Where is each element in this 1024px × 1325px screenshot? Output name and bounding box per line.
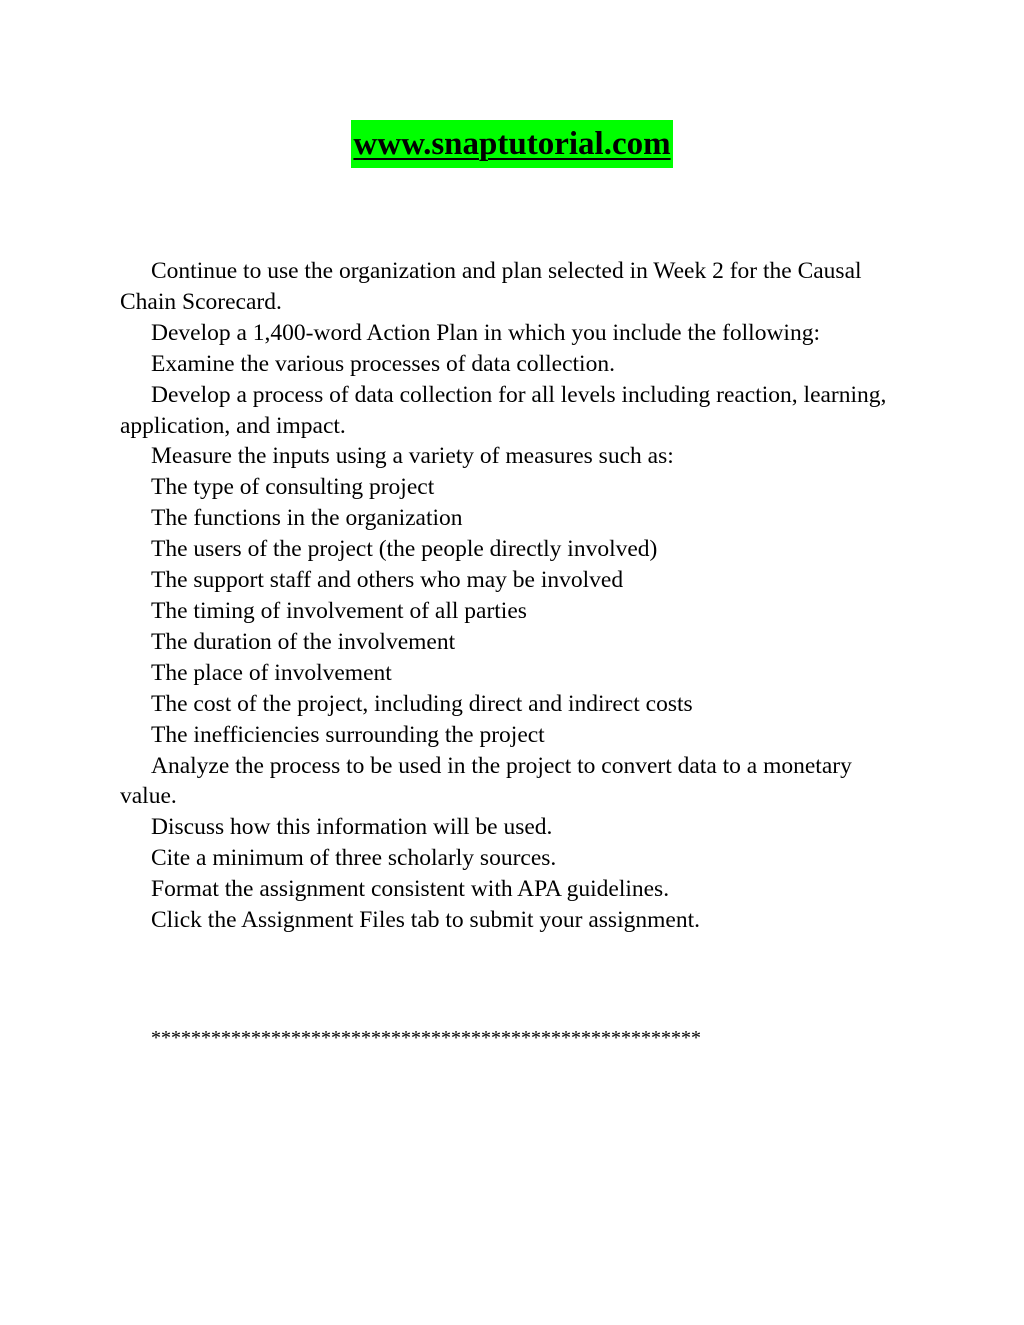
paragraph-cite-sources: Cite a minimum of three scholarly sources. xyxy=(151,845,557,872)
site-link-container xyxy=(0,120,1024,168)
list-item-inefficiencies: The inefficiencies surrounding the project xyxy=(151,721,545,748)
paragraph-click-assignment-files: Click the Assignment Files tab to submit your assignment. xyxy=(151,907,700,934)
site-link[interactable]: www.snaptutorial.com xyxy=(351,120,672,168)
list-item-support-staff: The support staff and others who may be involved xyxy=(151,567,624,594)
paragraph-examine-processes: Examine the various processes of data collection. xyxy=(151,350,615,377)
list-item-place: The place of involvement xyxy=(151,659,392,686)
paragraph-develop-action-plan: Develop a 1,400-word Action Plan in which you include the following: xyxy=(151,319,820,346)
paragraph-discuss-usage: Discuss how this information will be used. xyxy=(151,814,553,841)
paragraph-analyze-process: Analyze the process to be used in the project to convert data to a monetary value. xyxy=(120,752,852,810)
paragraph-measure-inputs: Measure the inputs using a variety of measures such as: xyxy=(151,443,674,470)
list-item-cost: The cost of the project, including direct and indirect costs xyxy=(151,690,693,717)
separator-stars: ******************************************************* xyxy=(151,1027,701,1049)
list-item-project-type: The type of consulting project xyxy=(151,474,435,501)
list-item-functions: The functions in the organization xyxy=(151,505,463,532)
paragraph-develop-data-process: Develop a process of data collection for all levels including reaction, learning, application, and impact. xyxy=(120,381,887,439)
paragraph-format-apa: Format the assignment consistent with APA guidelines. xyxy=(151,876,670,903)
paragraph-continue-organization: Continue to use the organization and plan selected in Week 2 for the Causal Chain Scorecard. xyxy=(120,258,862,315)
list-item-duration: The duration of the involvement xyxy=(151,628,456,655)
list-item-users: The users of the project (the people directly involved) xyxy=(151,536,658,563)
list-item-timing: The timing of involvement of all parties xyxy=(151,597,527,624)
assignment-body xyxy=(120,256,910,936)
